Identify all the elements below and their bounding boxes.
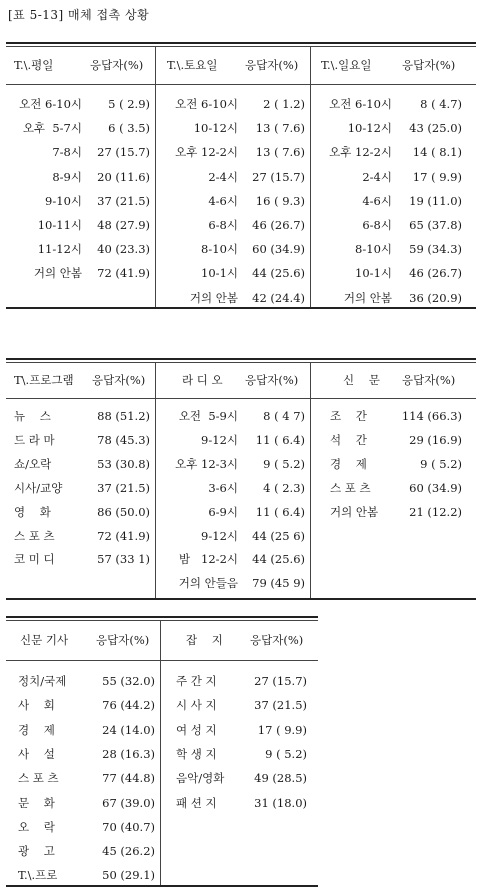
row-label: 6-8시 xyxy=(362,218,392,232)
row-label: 거의 안봄 xyxy=(343,291,392,305)
row-value: 31 (18.0) xyxy=(254,796,307,810)
table-top-rule xyxy=(6,616,318,618)
row-label: 10-1시 xyxy=(355,266,392,280)
row-value: 11 ( 6.4) xyxy=(255,505,305,519)
row-label: 오 락 xyxy=(18,820,55,834)
row-value: 88 (51.2) xyxy=(97,409,150,423)
table-top-rule-inner xyxy=(6,362,476,363)
row-label: T.\.프로 xyxy=(18,868,58,882)
row-label: 3-6시 xyxy=(208,481,238,495)
row-value: 11 ( 6.4) xyxy=(255,433,305,447)
value-header: 응답자(%) xyxy=(92,373,146,387)
row-value: 59 (34.3) xyxy=(409,242,462,256)
row-label: 거의 안봄 xyxy=(33,266,82,280)
row-label: 사 설 xyxy=(18,747,55,761)
row-value: 20 (11.6) xyxy=(97,170,150,184)
row-label: 밤 12-2시 xyxy=(178,552,238,566)
row-label: 10-12시 xyxy=(347,121,392,135)
table-bottom-rule xyxy=(6,885,318,887)
row-value: 13 ( 7.6) xyxy=(255,121,305,135)
table-bottom-rule xyxy=(6,598,476,600)
row-label: 10-1시 xyxy=(201,266,238,280)
row-label: 사 회 xyxy=(18,698,55,712)
row-label: 거의 안들음 xyxy=(178,576,238,590)
row-label: 스 포 츠 xyxy=(330,481,371,495)
header-rule xyxy=(6,84,476,85)
row-label: 주 간 지 xyxy=(176,674,217,688)
column-header: T.\.토요일 xyxy=(167,58,218,72)
row-label: 여 성 지 xyxy=(176,723,217,737)
row-value: 29 (16.9) xyxy=(409,433,462,447)
row-value: 44 (25 6) xyxy=(252,529,305,543)
row-value: 79 (45 9) xyxy=(252,576,305,590)
table-top-rule-inner xyxy=(6,46,476,47)
row-value: 55 (32.0) xyxy=(102,674,155,688)
row-label: 조 간 xyxy=(330,409,367,423)
row-label: 9-12시 xyxy=(201,529,238,543)
row-value: 27 (15.7) xyxy=(254,674,307,688)
row-label: 8-10시 xyxy=(201,242,238,256)
row-label: 뉴 스 xyxy=(14,409,51,423)
value-header: 응답자(%) xyxy=(250,633,304,647)
column-header: T.\.평일 xyxy=(14,58,54,72)
column-header: 잡 지 xyxy=(186,633,223,647)
row-value: 21 (12.2) xyxy=(409,505,462,519)
row-value: 78 (45.3) xyxy=(97,433,150,447)
row-label: 9-10시 xyxy=(45,194,82,208)
row-label: 2-4시 xyxy=(208,170,238,184)
row-value: 6 ( 3.5) xyxy=(108,121,150,135)
row-value: 13 ( 7.6) xyxy=(255,145,305,159)
row-value: 57 (33 1) xyxy=(97,552,150,566)
row-value: 44 (25.6) xyxy=(252,552,305,566)
row-value: 8 ( 4.7) xyxy=(420,97,462,111)
row-value: 72 (41.9) xyxy=(97,529,150,543)
row-label: 음악/영화 xyxy=(176,771,225,785)
row-label: 오전 6-10시 xyxy=(329,97,392,111)
row-value: 40 (23.3) xyxy=(97,242,150,256)
row-value: 17 ( 9.9) xyxy=(412,170,462,184)
row-value: 2 ( 1.2) xyxy=(263,97,305,111)
row-label: 10-11시 xyxy=(37,218,82,232)
row-label: 오전 5-9시 xyxy=(178,409,238,423)
row-label: 7-8시 xyxy=(52,145,82,159)
row-value: 60 (34.9) xyxy=(409,481,462,495)
row-label: 8-10시 xyxy=(355,242,392,256)
value-header: 응답자(%) xyxy=(245,58,299,72)
row-value: 4 ( 2.3) xyxy=(263,481,305,495)
row-label: 석 간 xyxy=(330,433,367,447)
row-label: 경 제 xyxy=(330,457,367,471)
row-value: 44 (25.6) xyxy=(252,266,305,280)
row-label: 오후 12-3시 xyxy=(175,457,238,471)
row-label: 2-4시 xyxy=(362,170,392,184)
column-separator xyxy=(160,620,161,885)
row-label: 6-9시 xyxy=(208,505,238,519)
row-label: 학 생 지 xyxy=(176,747,217,761)
row-label: 오전 6-10시 xyxy=(19,97,82,111)
row-label: 9-12시 xyxy=(201,433,238,447)
value-header: 응답자(%) xyxy=(90,58,144,72)
row-label: 드 라 마 xyxy=(14,433,55,447)
row-label: 문 화 xyxy=(18,796,55,810)
header-rule xyxy=(6,660,318,661)
row-value: 27 (15.7) xyxy=(97,145,150,159)
value-header: 응답자(%) xyxy=(245,373,299,387)
row-value: 72 (41.9) xyxy=(97,266,150,280)
row-value: 8 ( 4 7) xyxy=(263,409,305,423)
row-value: 19 (11.0) xyxy=(409,194,462,208)
row-value: 86 (50.0) xyxy=(97,505,150,519)
row-label: 쇼/오락 xyxy=(14,457,52,471)
table-title: [표 5-13] 매체 접촉 상황 xyxy=(8,8,150,22)
row-label: 영 화 xyxy=(14,505,51,519)
row-value: 24 (14.0) xyxy=(102,723,155,737)
row-value: 53 (30.8) xyxy=(97,457,150,471)
column-header: T.\.일요일 xyxy=(321,58,372,72)
value-header: 응답자(%) xyxy=(402,58,456,72)
column-header: 신 문 xyxy=(343,373,380,387)
row-label: 패 션 지 xyxy=(176,796,217,810)
row-value: 36 (20.9) xyxy=(409,291,462,305)
row-value: 67 (39.0) xyxy=(102,796,155,810)
table-bottom-rule xyxy=(6,307,476,309)
row-value: 77 (44.8) xyxy=(102,771,155,785)
row-value: 37 (21.5) xyxy=(97,194,150,208)
row-value: 50 (29.1) xyxy=(102,868,155,882)
row-label: 오후 12-2시 xyxy=(329,145,392,159)
row-label: 시 사 지 xyxy=(176,698,217,712)
row-label: 4-6시 xyxy=(208,194,238,208)
column-header: T\.프로그램 xyxy=(14,373,74,387)
row-label: 경 제 xyxy=(18,723,55,737)
column-header: 신문 기사 xyxy=(20,633,69,647)
row-value: 9 ( 5.2) xyxy=(265,747,307,761)
column-separator xyxy=(310,46,311,307)
row-value: 28 (16.3) xyxy=(102,747,155,761)
header-rule xyxy=(6,398,476,399)
row-label: 4-6시 xyxy=(362,194,392,208)
column-separator xyxy=(155,362,156,598)
row-value: 43 (25.0) xyxy=(409,121,462,135)
value-header: 응답자(%) xyxy=(402,373,456,387)
row-value: 114 (66.3) xyxy=(401,409,462,423)
table-top-rule xyxy=(6,42,476,44)
row-label: 시사/교양 xyxy=(14,481,63,495)
row-value: 65 (37.8) xyxy=(409,218,462,232)
column-separator xyxy=(155,46,156,307)
row-label: 6-8시 xyxy=(208,218,238,232)
row-value: 46 (26.7) xyxy=(409,266,462,280)
row-value: 27 (15.7) xyxy=(252,170,305,184)
row-value: 42 (24.4) xyxy=(252,291,305,305)
row-value: 16 ( 9.3) xyxy=(255,194,305,208)
row-value: 70 (40.7) xyxy=(102,820,155,834)
row-value: 49 (28.5) xyxy=(254,771,307,785)
row-label: 스 포 츠 xyxy=(18,771,59,785)
row-label: 거의 안봄 xyxy=(189,291,238,305)
row-label: 11-12시 xyxy=(37,242,82,256)
row-label: 코 미 디 xyxy=(14,552,55,566)
row-value: 45 (26.2) xyxy=(102,844,155,858)
row-label: 8-9시 xyxy=(52,170,82,184)
row-label: 광 고 xyxy=(18,844,55,858)
row-value: 37 (21.5) xyxy=(254,698,307,712)
row-label: 오전 6-10시 xyxy=(175,97,238,111)
row-value: 37 (21.5) xyxy=(97,481,150,495)
row-value: 14 ( 8.1) xyxy=(412,145,462,159)
row-label: 정치/국제 xyxy=(18,674,67,688)
row-label: 10-12시 xyxy=(193,121,238,135)
row-value: 9 ( 5.2) xyxy=(420,457,462,471)
row-value: 5 ( 2.9) xyxy=(108,97,150,111)
row-label: 오후 5-7시 xyxy=(22,121,82,135)
table-top-rule-inner xyxy=(6,620,318,621)
row-value: 48 (27.9) xyxy=(97,218,150,232)
row-value: 9 ( 5.2) xyxy=(263,457,305,471)
row-label: 거의 안봄 xyxy=(330,505,379,519)
row-value: 17 ( 9.9) xyxy=(257,723,307,737)
table-top-rule xyxy=(6,358,476,360)
column-separator xyxy=(310,362,311,598)
row-label: 스 포 츠 xyxy=(14,529,55,543)
value-header: 응답자(%) xyxy=(96,633,150,647)
row-label: 오후 12-2시 xyxy=(175,145,238,159)
column-header: 라 디 오 xyxy=(182,373,223,387)
row-value: 76 (44.2) xyxy=(102,698,155,712)
row-value: 60 (34.9) xyxy=(252,242,305,256)
row-value: 46 (26.7) xyxy=(252,218,305,232)
